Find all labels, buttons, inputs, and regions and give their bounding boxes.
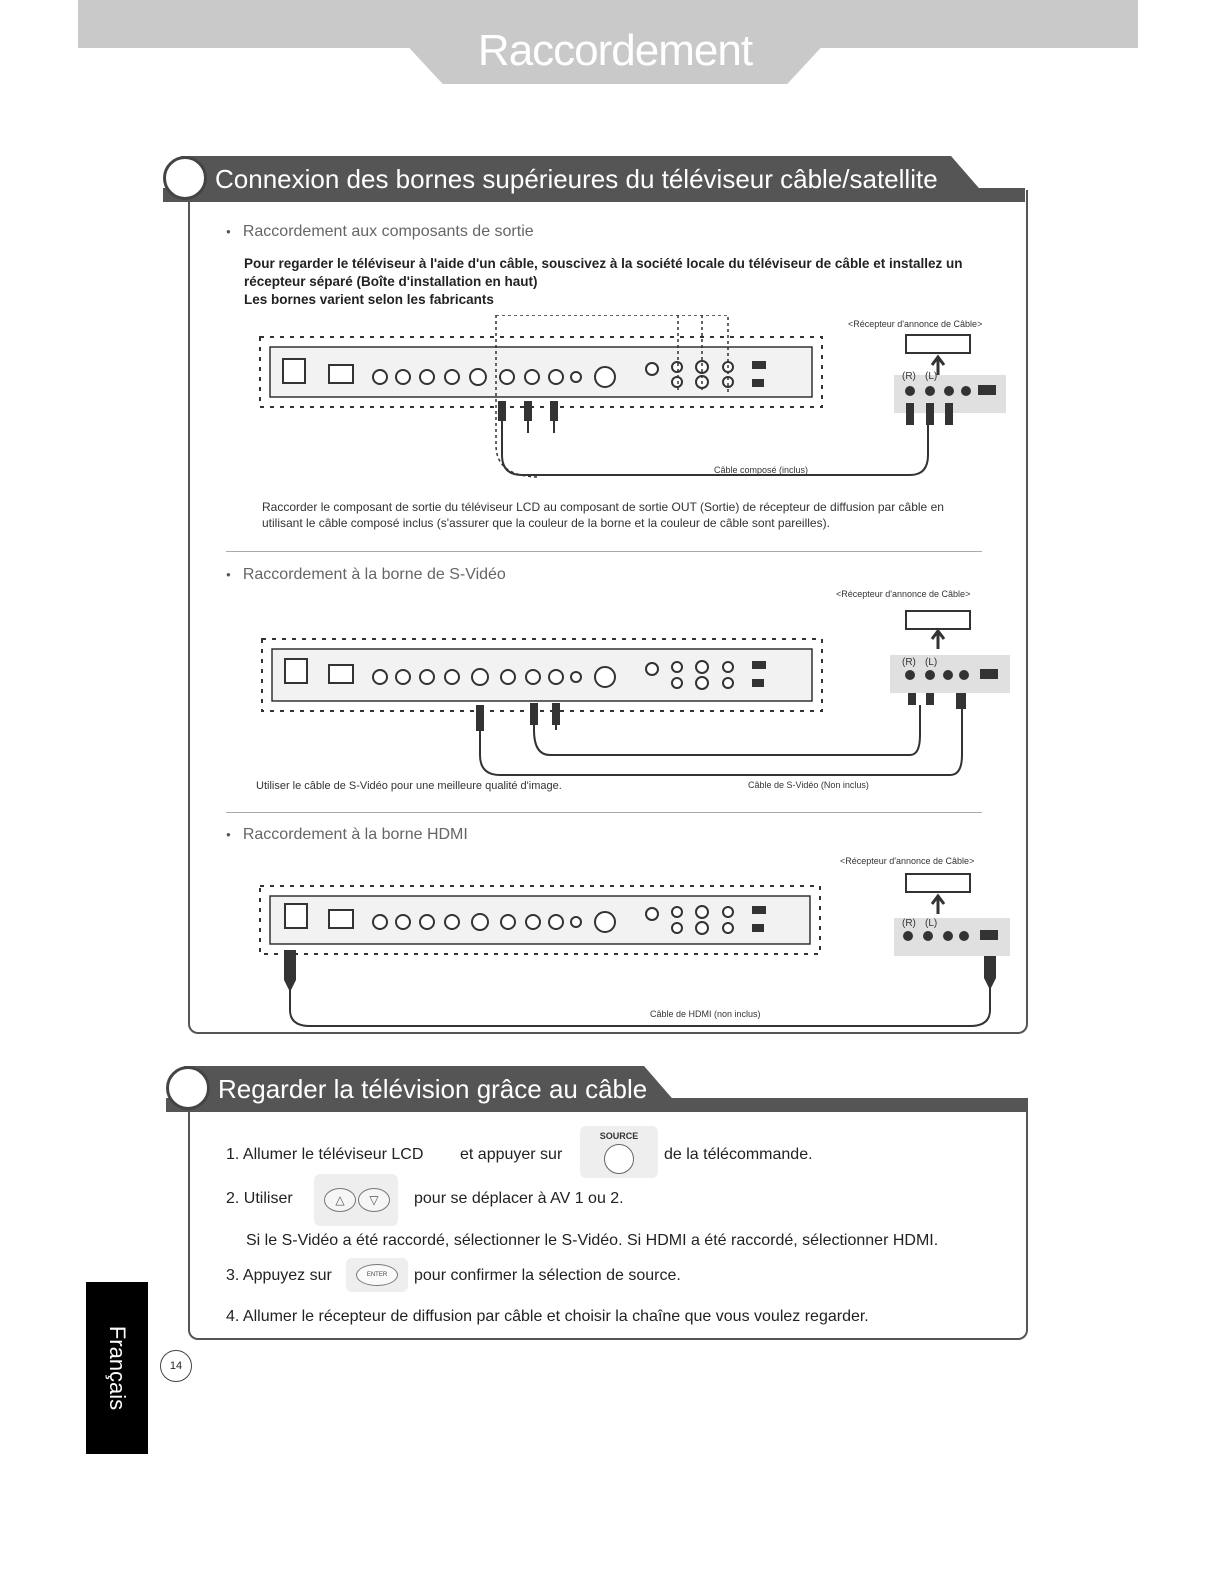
section2-circle xyxy=(166,1066,210,1110)
step1-text-b: et appuyer sur xyxy=(460,1146,563,1163)
section2-header xyxy=(166,1066,1028,1112)
section1-header xyxy=(163,156,1025,202)
step2-note: Si le S-Vidéo a été raccordé, sélectionner le S-Vidéo. Si HDMI a été raccordé, sélectionner HDMI. xyxy=(246,1232,939,1249)
sub2-receiver-label: <Récepteur d'annonce de Câble> xyxy=(836,589,971,599)
section2-title: Regarder la télévision grâce au câble xyxy=(218,1074,648,1104)
sub3-receiver-icon xyxy=(906,874,970,892)
step2-text-a: 2. Utiliser xyxy=(226,1190,293,1207)
step2-text-b: pour se déplacer à AV 1 ou 2. xyxy=(414,1190,624,1207)
sub1-r-label: (R) xyxy=(902,371,916,382)
language-label: Français xyxy=(105,1325,130,1411)
step3-text-b: pour confirmer la sélection de source. xyxy=(414,1267,681,1284)
sub1-receiver-label: <Récepteur d'annonce de Câble> xyxy=(848,319,983,329)
sub2-caption: Utiliser le câble de S-Vidéo pour une meilleure qualité d'image. xyxy=(256,780,562,792)
step4-text: 4. Allumer le récepteur de diffusion par câble et choisir la chaîne que vous voulez regarder. xyxy=(226,1308,869,1325)
separator-1 xyxy=(226,551,982,552)
sub1-note2: Les bornes varient selon les fabricants xyxy=(244,292,494,307)
page-number: 14 xyxy=(160,1350,192,1382)
sub2-diagram xyxy=(250,605,1020,780)
sub3-cable-label: Câble de HDMI (non inclus) xyxy=(650,1009,761,1019)
up-arrow-icon: △ xyxy=(324,1188,356,1212)
source-button-label: SOURCE xyxy=(599,1131,639,1141)
language-tab xyxy=(86,1282,148,1454)
sub2-heading: ● Raccordement à la borne de S-Vidéo xyxy=(226,566,506,584)
page-title: Raccordement xyxy=(477,26,753,75)
down-arrow-icon: ▽ xyxy=(358,1188,390,1212)
sub3-l-label: (L) xyxy=(925,918,938,929)
enter-button-icon xyxy=(346,1258,408,1292)
sub2-receiver-icon xyxy=(906,611,970,629)
section1-circle xyxy=(163,156,207,200)
sub3-r-label: (R) xyxy=(902,918,916,929)
sub1-caption: Raccorder le composant de sortie du téléviseur LCD au composant de sortie OUT (Sortie) de récepteur de diffusion par câble en utilisant le câble composé inclus (s'assurer que la couleur de la borne et la couleur de câble sont pareilles). xyxy=(262,500,944,530)
step3-text-a: 3. Appuyez sur xyxy=(226,1267,332,1284)
sub3-receiver-label: <Récepteur d'annonce de Câble> xyxy=(840,856,975,866)
sub3-diagram xyxy=(250,870,1020,1030)
source-button-icon xyxy=(580,1126,658,1178)
sub1-diagram xyxy=(250,315,1020,485)
sub1-cable-label: Câble composé (inclus) xyxy=(714,465,809,475)
step1-text-c: de la télécommande. xyxy=(664,1146,813,1163)
step1-text-a: 1. Allumer le téléviseur LCD xyxy=(226,1146,424,1163)
sub2-r-label: (R) xyxy=(902,657,916,668)
sub1-receiver-icon xyxy=(906,335,970,353)
sub3-heading: ● Raccordement à la borne HDMI xyxy=(226,826,468,844)
sub1-heading: ● Raccordement aux composants de sortie xyxy=(226,223,534,241)
section1-title: Connexion des bornes supérieures du téléviseur câble/satellite xyxy=(215,164,938,194)
separator-2 xyxy=(226,812,982,813)
sub2-l-label: (L) xyxy=(925,657,938,668)
sub2-cable-label: Câble de S-Vidéo (Non inclus) xyxy=(748,780,869,790)
up-down-button-icon xyxy=(314,1174,398,1226)
sub1-l-label: (L) xyxy=(925,371,938,382)
sub1-note1: Pour regarder le téléviseur à l'aide d'un câble, souscivez à la société locale du téléviseur de câble et installez un récepteur séparé (Boîte d'installation en haut) xyxy=(244,256,963,289)
enter-button-label: ENTER xyxy=(356,1264,398,1286)
